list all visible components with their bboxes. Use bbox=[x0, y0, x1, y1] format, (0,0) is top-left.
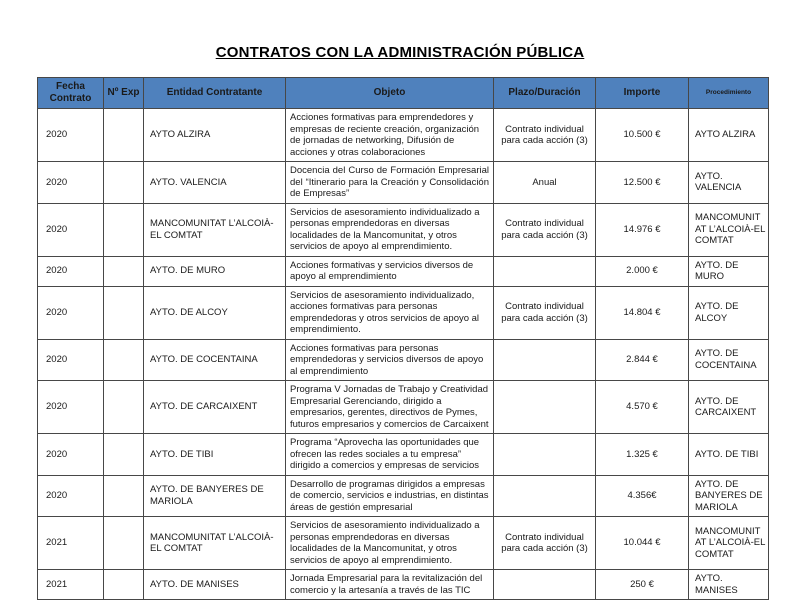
table-row bbox=[38, 475, 769, 517]
header-row bbox=[38, 78, 769, 109]
cell-plazo-duracion bbox=[494, 434, 596, 476]
cell-num-exp bbox=[104, 570, 144, 600]
cell-plazo-duracion: Contrato individual para cada acción (3) bbox=[494, 286, 596, 339]
column-header-procedimiento: Procedimiento bbox=[689, 78, 769, 109]
cell-procedimiento: AYTO. DE MURO bbox=[689, 256, 769, 286]
table-row bbox=[38, 203, 769, 256]
cell-objeto: Acciones formativas para personas emprendedoras y servicios diversos de apoyo al emprendimiento bbox=[286, 339, 494, 381]
cell-fecha-contrato: 2021 bbox=[38, 570, 104, 600]
table-row bbox=[38, 286, 769, 339]
cell-plazo-duracion bbox=[494, 570, 596, 600]
table-header bbox=[38, 78, 769, 109]
column-header-entidad-contratante: Entidad Contratante bbox=[144, 78, 286, 109]
table-row bbox=[38, 256, 769, 286]
cell-num-exp bbox=[104, 517, 144, 570]
cell-objeto: Programa “Aprovecha las oportunidades que ofrecen las redes sociales a tu empresa” dirigido a comercios y empresas de servicios bbox=[286, 434, 494, 476]
cell-objeto: Docencia del Curso de Formación Empresarial del “Itinerario para la Creación y Consolidación de Empresas” bbox=[286, 162, 494, 204]
cell-entidad-contratante: AYTO. DE MANISES bbox=[144, 570, 286, 600]
cell-procedimiento: AYTO. DE COCENTAINA bbox=[689, 339, 769, 381]
cell-objeto: Programa V Jornadas de Trabajo y Creatividad Empresarial Gerenciando, dirigido a empresarios, gerentes, directivos de Pymes, futuros empresarios y comercios de Carcaixent bbox=[286, 381, 494, 434]
cell-entidad-contratante: AYTO. VALENCIA bbox=[144, 162, 286, 204]
cell-procedimiento: AYTO. DE BANYERES DE MARIOLA bbox=[689, 475, 769, 517]
cell-entidad-contratante: MANCOMUNITAT L’ALCOIÀ-EL COMTAT bbox=[144, 203, 286, 256]
cell-entidad-contratante: MANCOMUNITAT L’ALCOIÀ-EL COMTAT bbox=[144, 517, 286, 570]
cell-objeto: Desarrollo de programas dirigidos a empresas de comercio, servicios e industrias, en distintas áreas de gestión empresarial bbox=[286, 475, 494, 517]
cell-procedimiento: AYTO ALZIRA bbox=[689, 109, 769, 162]
cell-entidad-contratante: AYTO. DE MURO bbox=[144, 256, 286, 286]
cell-num-exp bbox=[104, 162, 144, 204]
cell-num-exp bbox=[104, 256, 144, 286]
cell-objeto: Servicios de asesoramiento individualizado a personas emprendedoras en diversas localidades de la Mancomunitat, y otros servicios de apoyo al emprendimiento. bbox=[286, 517, 494, 570]
cell-importe: 14.976 € bbox=[596, 203, 689, 256]
cell-num-exp bbox=[104, 434, 144, 476]
cell-fecha-contrato: 2020 bbox=[38, 339, 104, 381]
column-header-plazo-duracion: Plazo/Duración bbox=[494, 78, 596, 109]
cell-importe: 4.570 € bbox=[596, 381, 689, 434]
cell-procedimiento: MANCOMUNITAT L’ALCOIÀ-EL COMTAT bbox=[689, 517, 769, 570]
cell-importe: 2.844 € bbox=[596, 339, 689, 381]
cell-num-exp bbox=[104, 339, 144, 381]
cell-importe: 12.500 € bbox=[596, 162, 689, 204]
cell-num-exp bbox=[104, 381, 144, 434]
table-row bbox=[38, 339, 769, 381]
cell-procedimiento: AYTO. DE TIBI bbox=[689, 434, 769, 476]
cell-entidad-contratante: AYTO. DE TIBI bbox=[144, 434, 286, 476]
cell-fecha-contrato: 2020 bbox=[38, 203, 104, 256]
cell-fecha-contrato: 2020 bbox=[38, 286, 104, 339]
cell-procedimiento: AYTO. VALENCIA bbox=[689, 162, 769, 204]
cell-plazo-duracion: Contrato individual para cada acción (3) bbox=[494, 203, 596, 256]
cell-importe: 10.500 € bbox=[596, 109, 689, 162]
cell-fecha-contrato: 2020 bbox=[38, 475, 104, 517]
table-row bbox=[38, 570, 769, 600]
cell-objeto: Acciones formativas para emprendedores y empresas de reciente creación, organización de jornadas de networking, Difusión de acciones y otras colaboraciones bbox=[286, 109, 494, 162]
contracts-table bbox=[37, 77, 769, 600]
cell-plazo-duracion: Anual bbox=[494, 162, 596, 204]
cell-fecha-contrato: 2020 bbox=[38, 162, 104, 204]
cell-fecha-contrato: 2021 bbox=[38, 517, 104, 570]
column-header-num-exp: Nº Exp bbox=[104, 78, 144, 109]
cell-num-exp bbox=[104, 475, 144, 517]
cell-num-exp bbox=[104, 109, 144, 162]
page-title: CONTRATOS CON LA ADMINISTRACIÓN PÚBLICA bbox=[215, 44, 585, 61]
cell-importe: 10.044 € bbox=[596, 517, 689, 570]
cell-plazo-duracion: Contrato individual para cada acción (3) bbox=[494, 109, 596, 162]
column-header-fecha-contrato: Fecha Contrato bbox=[38, 78, 104, 109]
cell-entidad-contratante: AYTO ALZIRA bbox=[144, 109, 286, 162]
table-row bbox=[38, 109, 769, 162]
table-row bbox=[38, 381, 769, 434]
cell-plazo-duracion bbox=[494, 256, 596, 286]
cell-plazo-duracion: Contrato individual para cada acción (3) bbox=[494, 517, 596, 570]
table-row bbox=[38, 162, 769, 204]
cell-objeto: Servicios de asesoramiento individualizado a personas emprendedoras en diversas localidades de la Mancomunitat, y otros servicios de apoyo al emprendimiento. bbox=[286, 203, 494, 256]
cell-procedimiento: AYTO. MANISES bbox=[689, 570, 769, 600]
table-body bbox=[38, 109, 769, 600]
column-header-importe: Importe bbox=[596, 78, 689, 109]
cell-fecha-contrato: 2020 bbox=[38, 434, 104, 476]
cell-objeto: Acciones formativas y servicios diversos de apoyo al emprendimiento bbox=[286, 256, 494, 286]
cell-objeto: Jornada Empresarial para la revitalización del comercio y la artesanía a través de las TIC bbox=[286, 570, 494, 600]
cell-entidad-contratante: AYTO. DE COCENTAINA bbox=[144, 339, 286, 381]
cell-plazo-duracion bbox=[494, 339, 596, 381]
column-header-objeto: Objeto bbox=[286, 78, 494, 109]
cell-importe: 2.000 € bbox=[596, 256, 689, 286]
cell-fecha-contrato: 2020 bbox=[38, 256, 104, 286]
table-row bbox=[38, 517, 769, 570]
cell-fecha-contrato: 2020 bbox=[38, 381, 104, 434]
table-row bbox=[38, 434, 769, 476]
cell-importe: 14.804 € bbox=[596, 286, 689, 339]
cell-importe: 1.325 € bbox=[596, 434, 689, 476]
cell-importe: 250 € bbox=[596, 570, 689, 600]
cell-importe: 4.356€ bbox=[596, 475, 689, 517]
cell-plazo-duracion bbox=[494, 475, 596, 517]
cell-num-exp bbox=[104, 203, 144, 256]
cell-fecha-contrato: 2020 bbox=[38, 109, 104, 162]
cell-procedimiento: AYTO. DE CARCAIXENT bbox=[689, 381, 769, 434]
cell-entidad-contratante: AYTO. DE CARCAIXENT bbox=[144, 381, 286, 434]
cell-plazo-duracion bbox=[494, 381, 596, 434]
cell-num-exp bbox=[104, 286, 144, 339]
cell-entidad-contratante: AYTO. DE ALCOY bbox=[144, 286, 286, 339]
cell-entidad-contratante: AYTO. DE BANYERES DE MARIOLA bbox=[144, 475, 286, 517]
cell-objeto: Servicios de asesoramiento individualizado, acciones formativas para personas emprendedoras y otros servicios de apoyo al emprendimiento. bbox=[286, 286, 494, 339]
cell-procedimiento: AYTO. DE ALCOY bbox=[689, 286, 769, 339]
cell-procedimiento: MANCOMUNITAT L’ALCOIÀ-EL COMTAT bbox=[689, 203, 769, 256]
